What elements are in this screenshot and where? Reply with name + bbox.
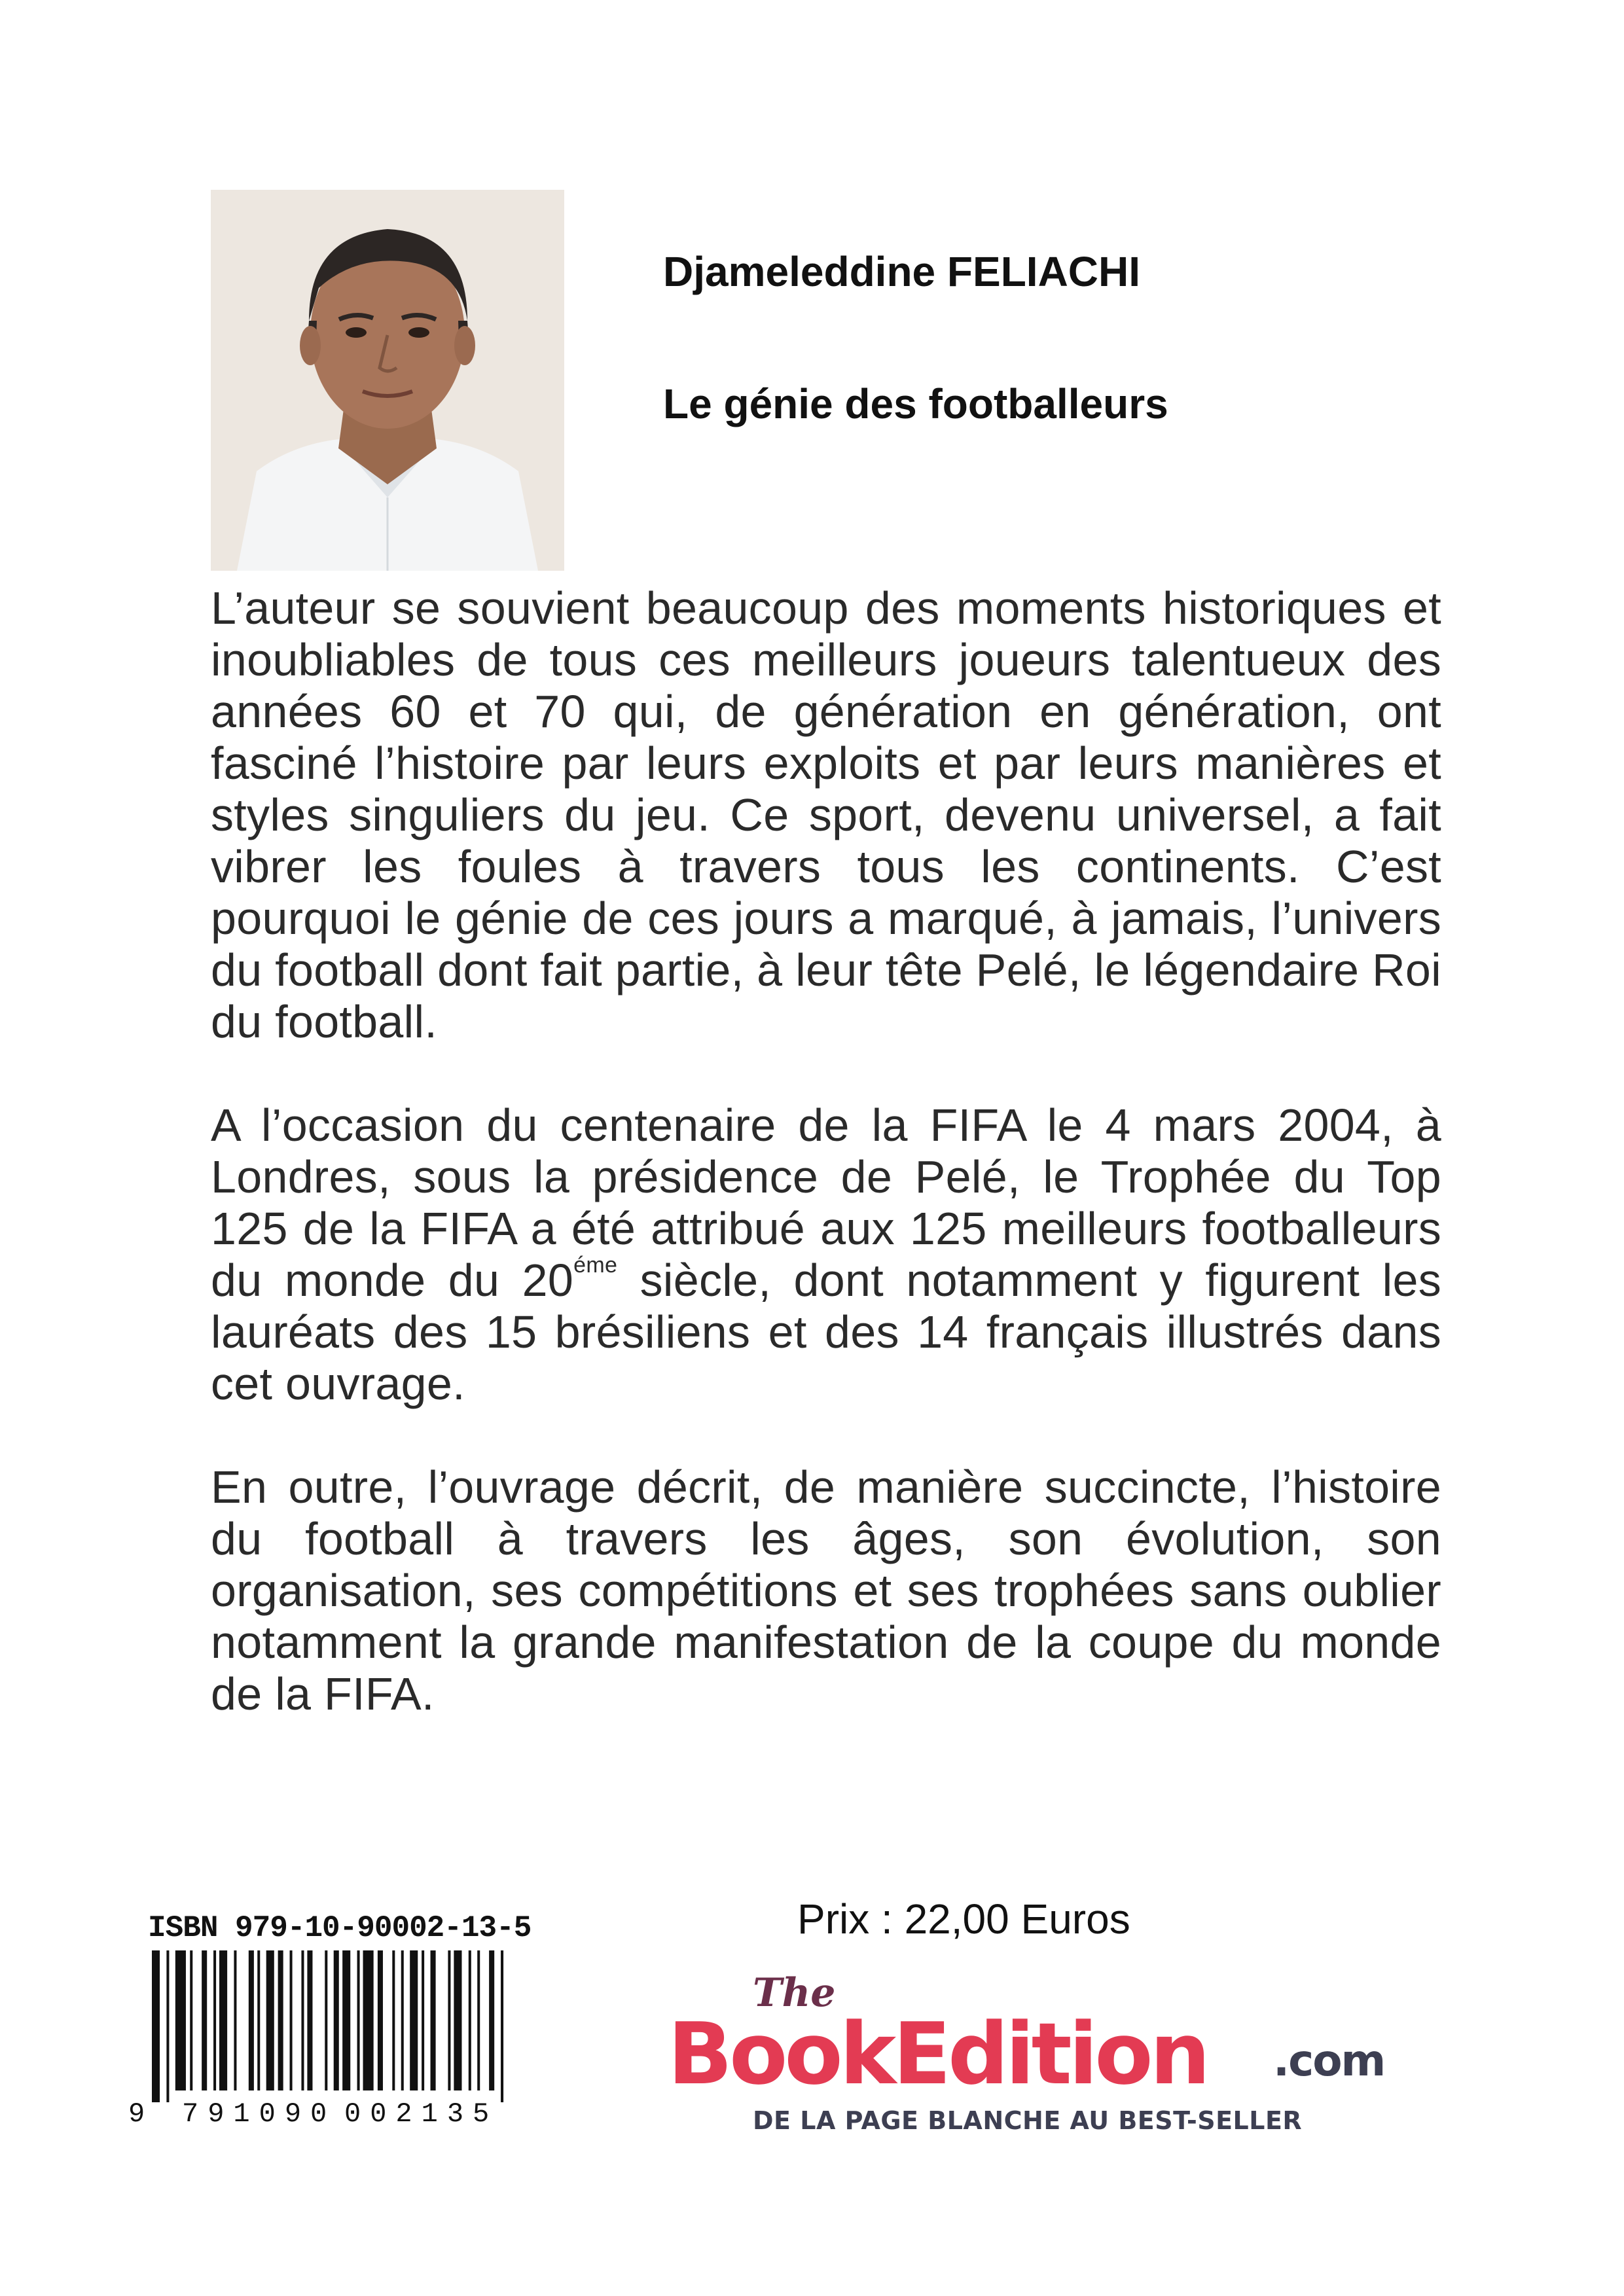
description-paragraph: L’auteur se souvient beaucoup des moments historiques et inoubliables de tous ces meilleurs joueurs talentueux des années 60 et 70 qui, de génération en génération, ont fasciné l’histoire par leurs exploits et par leurs manières et styles singuliers du jeu. Ce sport, devenu universel, a fait vibrer les foules à travers tous les continents. C’est pourquoi le génie de ces jours a marqué, à jamais, l’univers du football dont fait partie, à leur tête Pelé, le légendaire Roi du football. [211,583,1441,1047]
barcode-bar [166,1950,169,2102]
author-name: Djameleddine FELIACHI [663,248,1140,295]
logo-brand-name: BookEdition [668,2004,1208,2104]
barcode-bar [219,1950,227,2090]
barcode-digit-lead: 9 [128,2098,145,2130]
barcode-bar [213,1950,216,2090]
barcode-bar [401,1950,404,2090]
barcode-bar [325,1950,327,2090]
barcode-bar [301,1950,304,2090]
barcode-bar [342,1950,350,2090]
book-title: Le génie des footballeurs [663,380,1168,427]
barcode-bar [392,1950,395,2090]
logo-domain-suffix: .com [1273,2036,1385,2086]
description-text: A l’occasion du centenaire de la FIFA le 4 mars 2004, à Londres, sous la présidence de Pelé, le Trophée du Top 125 de la FIFA a été attribué aux 125 meilleurs footballeurs du monde du 20 [211,1100,1441,1306]
ordinal-superscript: éme [573,1253,618,1278]
barcode-bar [454,1950,461,2090]
barcode-bar [357,1950,360,2090]
description-paragraph: En outre, l’ouvrage décrit, de manière succincte, l’histoire du football à travers les âges, son évolution, son organisation, ses compétitions et ses trophées sans oublier notamment la grande manifestation de la coupe du monde de la FIFA. [211,1462,1441,1719]
logo-the-text: The [753,1970,836,2016]
barcode-bar [307,1950,312,2090]
barcode-bar [422,1950,424,2090]
barcode-bar [410,1950,418,2090]
barcode-bars [152,1950,507,2102]
price-label: Prix : 22,00 Euros [797,1895,1130,1943]
barcode-bar [363,1950,374,2090]
barcode-bar [290,1950,293,2090]
barcode-bar [257,1950,260,2090]
barcode-bar [469,1950,471,2090]
book-description [211,583,1441,1772]
barcode-bar [152,1950,160,2102]
barcode-bar [501,1950,503,2102]
barcode-bar [175,1950,186,2090]
barcode-bar [489,1950,494,2090]
description-paragraph [211,1100,1441,1410]
barcode-bar [190,1950,192,2090]
barcode-digits-right: 002135 [344,2098,499,2130]
barcode-bar [477,1950,480,2090]
author-photo [211,190,564,571]
barcode-bar [278,1950,283,2090]
description-text: siècle, dont notamment y figurent les lauréats des 15 brésiliens et des 14 français illustrés dans cet ouvrage. [211,1255,1441,1409]
isbn-barcode [128,1911,532,2147]
barcode-bar [266,1950,274,2090]
barcode-bar [202,1950,207,2090]
publisher-logo [668,1970,1414,2134]
barcode-bar [234,1950,236,2090]
logo-tagline: DE LA PAGE BLANCHE AU BEST-SELLER [753,2106,1303,2135]
barcode-bar [249,1950,254,2090]
barcode-digits-left: 791090 [182,2098,336,2130]
barcode-bar [448,1950,450,2090]
barcode-bar [334,1950,339,2090]
barcode-bar [378,1950,383,2090]
barcode-bar [431,1950,436,2090]
isbn-label: ISBN 979-10-90002-13-5 [148,1911,532,1945]
